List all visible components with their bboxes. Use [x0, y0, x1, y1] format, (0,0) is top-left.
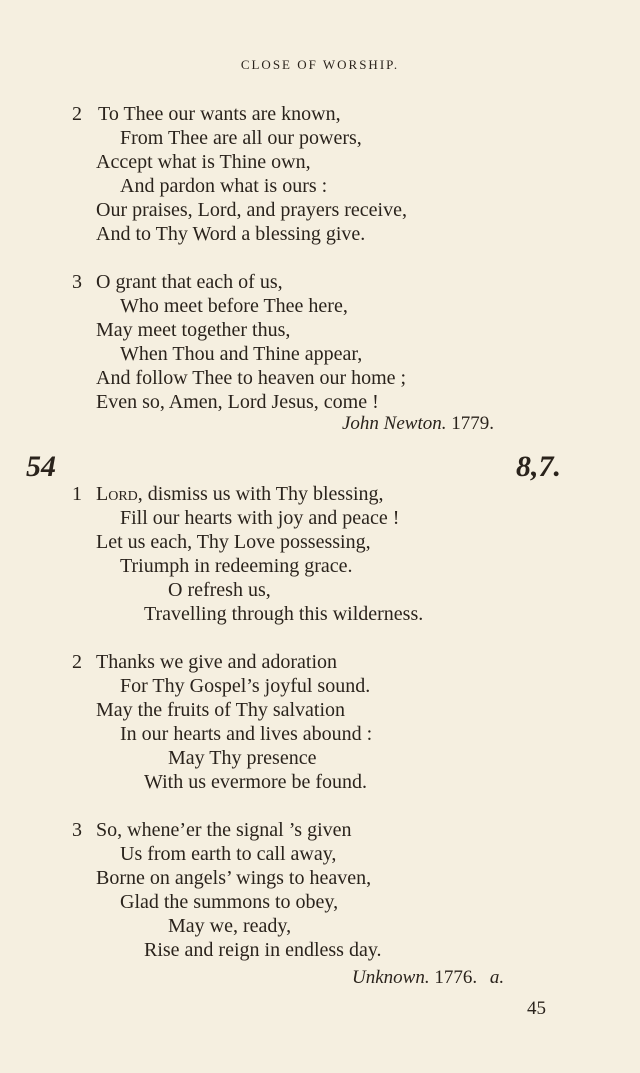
author-year: 1776. [434, 967, 478, 988]
verse-number: 1 [72, 483, 82, 505]
hymn-attribution [352, 966, 504, 990]
verse-number: 2 [72, 651, 82, 673]
verse-line: And follow Thee to heaven our home ; [96, 367, 407, 389]
verse-line: And to Thy Word a blessing give. [96, 223, 366, 245]
verse-line: Borne on angels’ wings to heaven, [96, 867, 372, 889]
verse-line: Glad the summons to obey, [120, 891, 339, 913]
verse-line: To Thee our wants are known, [98, 103, 341, 125]
verse-number: 3 [72, 819, 82, 841]
verse-line: May the fruits of Thy salvation [96, 699, 346, 721]
verse-number: 2 [72, 103, 82, 125]
author-year: 1779. [451, 413, 494, 434]
page-number: 45 [527, 998, 546, 1019]
verse-line: And pardon what is ours : [120, 175, 328, 197]
verse-line: Travelling through this wilderness. [144, 603, 424, 625]
verse-line: May Thy presence [168, 747, 317, 769]
verse-first-word: Lord, [96, 483, 143, 505]
verse-line: Who meet before Thee here, [120, 295, 348, 317]
verse-line: Our praises, Lord, and prayers receive, [96, 199, 407, 221]
verse-line [96, 482, 384, 506]
verse-line: In our hearts and lives abound : [120, 723, 373, 745]
verse-line: Accept what is Thine own, [96, 151, 311, 173]
verse-line: Rise and reign in endless day. [144, 939, 382, 961]
hymn-meter: 8,7. [516, 450, 561, 483]
verse-number: 3 [72, 271, 82, 293]
verse-line: So, whene’er the signal ’s given [96, 819, 352, 841]
verse-line: Let us each, Thy Love possessing, [96, 531, 371, 553]
verse-line: O grant that each of us, [96, 271, 283, 293]
hymn-attribution [342, 412, 494, 436]
verse-line: Triumph in redeeming grace. [120, 555, 353, 577]
verse-line: For Thy Gospel’s joyful sound. [120, 675, 371, 697]
verse-line: Us from earth to call away, [120, 843, 337, 865]
verse-line: O refresh us, [168, 579, 271, 601]
running-header: CLOSE OF WORSHIP. [240, 57, 400, 72]
author-name: John Newton. [342, 413, 447, 434]
author-name: Unknown. [352, 967, 430, 988]
attribution-mark: a. [489, 967, 505, 988]
hymn-number: 54 [26, 450, 56, 483]
verse-line: May we, ready, [168, 915, 292, 937]
verse-line: With us evermore be found. [144, 771, 368, 793]
verse-line: Even so, Amen, Lord Jesus, come ! [96, 391, 379, 413]
verse-line: May meet together thus, [96, 319, 291, 341]
verse-line: When Thou and Thine appear, [120, 343, 363, 365]
verse-line: Thanks we give and adoration [96, 651, 338, 673]
verse-line: From Thee are all our powers, [120, 127, 362, 149]
verse-line: Fill our hearts with joy and peace ! [120, 507, 400, 529]
verse-line-rest: dismiss us with Thy blessing, [142, 483, 384, 505]
